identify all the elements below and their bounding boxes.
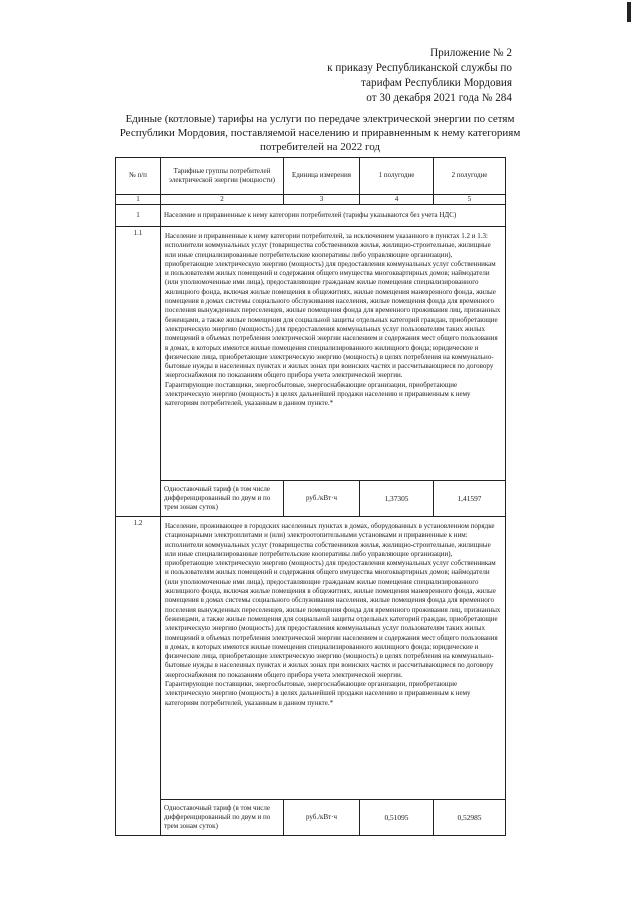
appendix-line: Приложение № 2 <box>430 47 512 59</box>
tariff-unit: руб./кВт·ч <box>284 800 360 836</box>
appendix-line: от 30 декабря 2021 года № 284 <box>366 92 512 104</box>
tariff-h1: 1,37305 <box>360 481 434 517</box>
tariff-h2: 0,52985 <box>434 800 506 836</box>
appendix-header <box>327 46 512 106</box>
col-number: 4 <box>360 195 434 205</box>
col-number: 2 <box>161 195 284 205</box>
appendix-line: к приказу Республиканской службы по <box>327 62 512 74</box>
table-header-row <box>116 158 506 195</box>
row-description <box>161 517 506 800</box>
row-num: 1.2 <box>116 517 161 836</box>
description-line: Население, проживающее в городских населенных пунктах в домах, оборудованных в установленном порядке стационарными электроплитами и (или) электроотопительными установками и приравненные к ним: <box>165 522 495 540</box>
row-text: Население и приравненные к нему категории потребителей (тарифы указываются без учета НДС) <box>161 205 506 227</box>
col-number: 3 <box>284 195 360 205</box>
tariff-label: Одноставочный тариф (в том числе дифференцированный по двум и по трем зонам суток) <box>161 481 284 517</box>
description-line: Гарантирующие поставщики, энергосбытовые, энергоснабжающие организации, приобретающие электрическую энергию (мощность) в целях дальнейшей продажи населению и приравненным к нему категориям потребителей, указанным в данном пункте.* <box>165 680 471 707</box>
row-num: 1 <box>116 205 161 227</box>
tariff-row <box>116 800 506 836</box>
column-number-row <box>116 195 506 205</box>
description-line: Население и приравненные к нему категории потребителей, за исключением указанного в пунктах 1.2 и 1.3: <box>165 232 488 240</box>
tariff-label: Одноставочный тариф (в том числе дифференцированный по двум и по трем зонам суток) <box>161 800 284 836</box>
description-line: исполнители коммунальных услуг (товарищества собственников жилья, жилищно-строительные, жилищные или иные специализированные потребительские кооперативы либо управляющие организации), приобретающие электрическую энергию (мощность) для предоставления коммунальных услуг собственникам и пользователям жилых помещений и содержания общего имущества многоквартирных домов; наймодатели (или уполномоченные ими лица), предоставляющие гражданам жилые помещения специализированного жилищного фонда, включая жилые помещения в общежитиях, жилые помещения маневренного фонда, жилые помещения в домах системы социального обслуживания населения, жилые помещения фонда для временного поселения вынужденных переселенцев, жилые помещения фонда для временного проживания лиц, признанных беженцами, а также жилые помещения для социальной защиты отдельных категорий граждан, приобретающие электрическую энергию (мощность) для предоставления коммунальных услуг пользователям таких жилых помещений в объемах потребления электрической энергии населением и содержания мест общего пользования в домах, в которых имеются жилые помещения специализированного жилищного фонда; юридические и физические лица, приобретающие электрическую энергию (мощность) в целях потребления на коммунально-бытовые нужды в населенных пунктах и жилых зонах при воинских частях и рассчитывающиеся по договору энергоснабжения по показаниям общего прибора учета электрической энергии. <box>165 540 501 679</box>
appendix-line: тарифам Республики Мордовия <box>361 77 512 89</box>
document-title: Единые (котловые) тарифы на услуги по передаче электрической энергии по сетям Республики Мордовия, поставляемой населению и приравненным к нему категориям потребителей на 2022 год <box>119 113 521 153</box>
table-row <box>116 205 506 227</box>
row-description <box>161 227 506 481</box>
tariff-unit: руб./кВт·ч <box>284 481 360 517</box>
col-number: 1 <box>116 195 161 205</box>
header-num: № п/п <box>116 158 161 195</box>
description-line: исполнители коммунальных услуг (товарищества собственников жилья, жилищно-строительные, жилищные или иные специализированные потребительские кооперативы либо управляющие организации), приобретающие электрическую энергию (мощность) для предоставления коммунальных услуг собственникам и пользователям жилых помещений и содержания общего имущества многоквартирных домов; наймодатели (или уполномоченные ими лица), предоставляющие гражданам жилые помещения специализированного жилищного фонда, включая жилые помещения в общежитиях, жилые помещения маневренного фонда, жилые помещения в домах системы социального обслуживания населения, жилые помещения фонда для временного поселения вынужденных переселенцев, жилые помещения фонда для временного проживания лиц, признанных беженцами, а также жилые помещения для социальной защиты отдельных категорий граждан, приобретающие электрическую энергию (мощность) для предоставления коммунальных услуг пользователям таких жилых помещений в объемах потребления электрической энергии населением и содержания мест общего пользования в домах, в которых имеются жилые помещения специализированного жилищного фонда; юридические и физические лица, приобретающие электрическую энергию (мощность) в целях потребления на коммунально-бытовые нужды в населенных пунктах и жилых зонах при воинских частях и рассчитывающиеся по договору энергоснабжения по показаниям общего прибора учета электрической энергии. <box>165 241 501 380</box>
tariff-h2: 1,41597 <box>434 481 506 517</box>
header-group: Тарифные группы потребителей электрической энергии (мощности) <box>161 158 284 195</box>
header-h1: 1 полугодие <box>360 158 434 195</box>
tariff-h1: 0,51095 <box>360 800 434 836</box>
description-line: Гарантирующие поставщики, энергосбытовые, энергоснабжающие организации, приобретающие электрическую энергию (мощность) в целях дальнейшей продажи населению и приравненным к нему категориям потребителей, указанным в данном пункте.* <box>165 380 471 408</box>
header-h2: 2 полугодие <box>434 158 506 195</box>
corner-mark <box>627 2 631 22</box>
table-row <box>116 227 506 481</box>
tariff-row <box>116 481 506 517</box>
header-unit: Единица измерения <box>284 158 360 195</box>
tariff-table <box>115 157 506 836</box>
table-row <box>116 517 506 800</box>
row-num: 1.1 <box>116 227 161 517</box>
col-number: 5 <box>434 195 506 205</box>
